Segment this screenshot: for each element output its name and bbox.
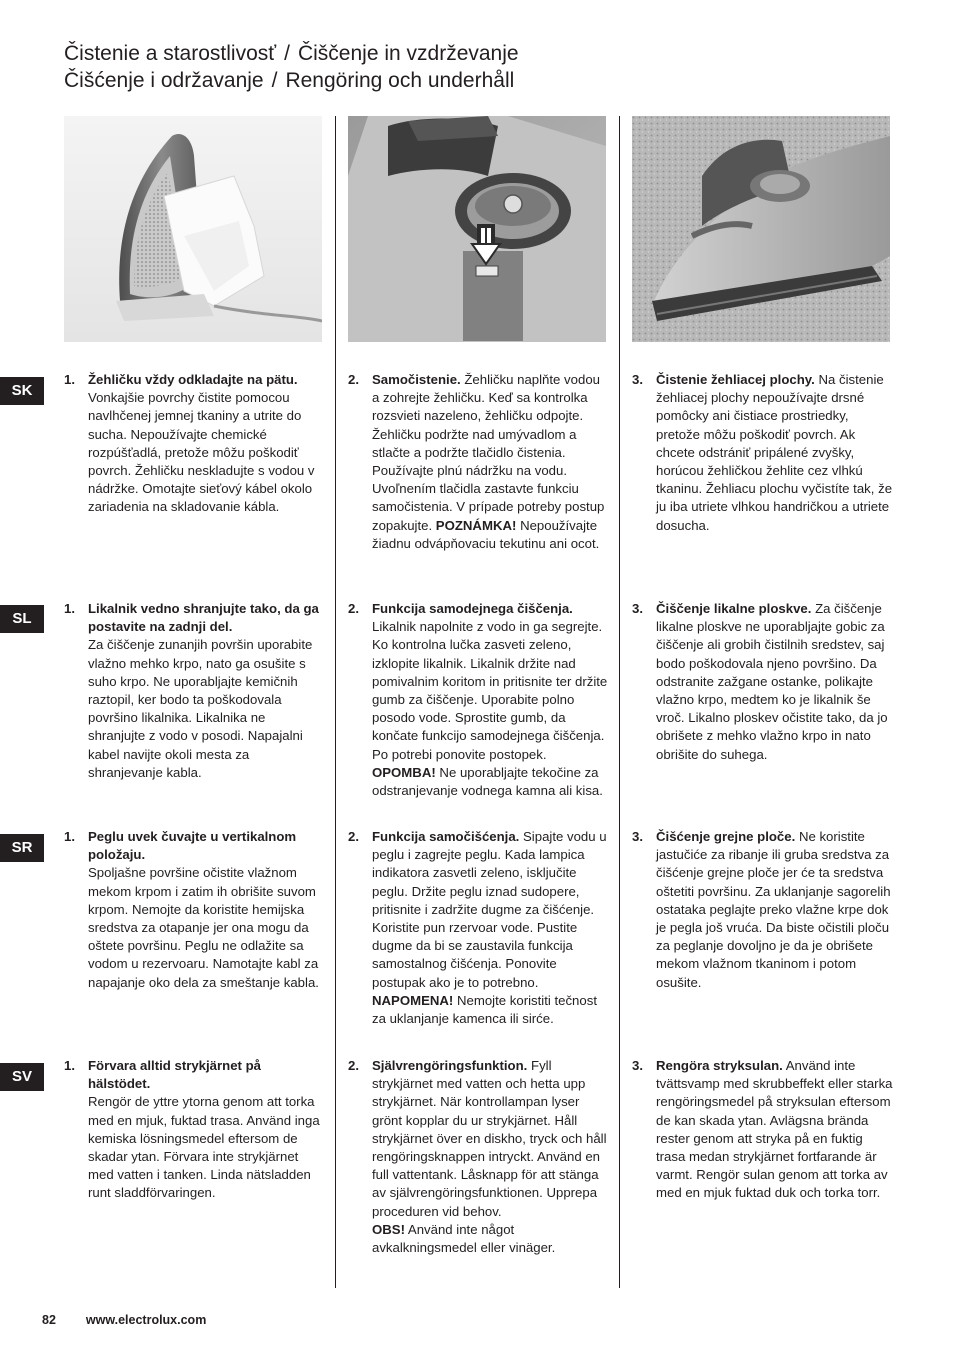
note-label: OBS! — [372, 1221, 405, 1237]
iron-self-clean-button-image — [348, 116, 606, 342]
step-body: Sipajte vodu u peglu i zagrejte peglu. Kada lampica indikatora zasvetli zeleno, isključite peglu. Držite peglu iznad sudopere, pritisnite i zadržite dugme za čišćenje. Koristite pun rzervoar vode. Pustite dugme da bi se zaustavila funkcija samostalnog čišćenja. Ponovite postupak ako je to potrebno. — [372, 829, 607, 990]
step-sv-1 — [64, 1057, 326, 1203]
step-body: Za čiščenje zunanjih površin uporabite vlažno mehko krpo, nato ga osušite s suho krpo. Ne uporabljajte kemičnih raztopil, ker bodo ta poškodovala površino likalnika. Likalnika ne shranjujte z vodo v posodi. Napajalni kabel navijte okoli mesta za shranjevanje kabla. — [88, 637, 313, 780]
step-number: 3. — [632, 372, 643, 387]
step-number: 3. — [632, 601, 643, 616]
page-number: 82 — [42, 1313, 56, 1327]
step-number: 1. — [64, 372, 75, 387]
title-line-2 — [64, 67, 519, 94]
page-title — [64, 40, 519, 94]
step-sl-2 — [348, 600, 610, 800]
step-sr-3 — [632, 828, 894, 992]
step-body: Likalnik napolnite z vodo in ga segrejte. Ko kontrolna lučka zasveti zeleno, izklopite likalnik. Likalnik držite nad pomivalnim koritom in pritisnite ter držite gumb za čiščenje. Uporabite polno posodo vode. Sprostite gumb, da končate funkcijo samodejnega čiščenja. Po potrebi ponovite postopek. — [372, 619, 608, 762]
step-heading: Samočistenie. — [372, 372, 461, 387]
step-heading: Čišćenje grejne ploče. — [656, 829, 796, 844]
step-heading: Förvara alltid strykjärnet på hälstödet. — [88, 1058, 261, 1092]
title-sv: Rengöring och underhåll — [285, 69, 515, 92]
step-body: Rengör de yttre ytorna genom att torka med en mjuk, fuktad trasa. Använd inga kemiska lösningsmedel eftersom de skadar ytan. Förvara inte strykjärnet med vatten i tanken. Linda nätsladden runt sladdförvaringen. — [88, 1094, 320, 1201]
lang-tab-sk: SK — [0, 377, 44, 405]
step-number: 1. — [64, 829, 75, 844]
lang-tab-sr: SR — [0, 834, 44, 862]
step-heading: Rengöra stryksulan. — [656, 1058, 783, 1073]
step-number: 3. — [632, 829, 643, 844]
step-body: Žehličku naplňte vodou a zohrejte žehličku. Keď sa kontrolka rozsvieti nazeleno, žehličku odpojte. Žehličku podržte nad umývadlom a stlačte a podržte tlačidlo čistenia. Používajte plnú nádržku na vodu. Uvoľnením tlačidla zastavte funkciu samočistenia. V prípade potreby postup zopakujte. — [372, 372, 605, 533]
step-heading: Funkcija samočišćenja. — [372, 829, 520, 844]
column-divider — [619, 116, 620, 1288]
step-body: Använd inte tvättsvamp med skrubbeffekt eller starka rengöringsmedel på stryksulan eftersom de kan skada ytan. Avlägsna brända rester genom att stryka på en fuktig trasa medan strykjärnet fortfarande är varmt. Rengör sulan genom att torka av med en mjuk fuktad duk och torka torr. — [656, 1058, 893, 1201]
note-text: Nemojte koristiti tečnost za uklanjanje kamenca ili sirće. — [372, 992, 597, 1027]
note-label: NAPOMENA! — [372, 992, 454, 1008]
step-sk-2 — [348, 371, 610, 553]
step-heading: Žehličku vždy odkladajte na pätu. — [88, 372, 298, 387]
step-number: 3. — [632, 1058, 643, 1073]
step-heading: Självrengöringsfunktion. — [372, 1058, 528, 1073]
step-body: Vonkajšie povrchy čistite pomocou navlhčenej jemnej tkaniny a utrite do sucha. Nepoužívajte chemické rozpúšťadlá, pretože môžu poškodiť povrch. Žehličku neskladujte s vodou v nádržke. Omotajte sieťový kábel okolo zariadenia na skladovanie kábla. — [88, 390, 315, 515]
step-number: 1. — [64, 601, 75, 616]
step-number: 1. — [64, 1058, 75, 1073]
iron-soleplate-cleaning-image — [632, 116, 890, 342]
step-sk-3 — [632, 371, 894, 535]
step-sr-1 — [64, 828, 326, 992]
step-number: 2. — [348, 601, 359, 616]
note-label: POZNÁMKA! — [435, 517, 517, 533]
step-sv-2 — [348, 1057, 610, 1257]
step-sk-1 — [64, 371, 326, 517]
step-body: Za čiščenje likalne ploskve ne uporabljajte gobic za čiščenje ali grobih čistilnih sredstev, saj bodo poškodovala njeno površino. Da odstranite zažgane ostanke, polikajte vlažno krpo, medtem ko je likalnik še vroč. Likalno ploskev očistite tako, da jo obrišete z mehko vlažno krpo in nato obrišite do suhega. — [656, 601, 888, 762]
title-sk: Čistenie a starostlivosť — [64, 42, 277, 65]
step-heading: Čistenie žehliacej plochy. — [656, 372, 815, 387]
note-text: Nepoužívajte žiadnu odvápňovaciu tekutinu ani ocot. — [372, 517, 600, 551]
step-sl-3 — [632, 600, 894, 764]
step-sl-1 — [64, 600, 326, 782]
step-body: Ne koristite jastučiće za ribanje ili gruba sredstva za čišćenje grejne ploče jer će ta sredstva oštetiti površinu. Za uklanjanje sagorelih ostataka peglajte preko vlažne krpe dok je pegla još vruća. Da biste očistili ploču za peglanje dovoljno je da je obrišete mekom vlažnom tkaninom i potom osušite. — [656, 829, 891, 990]
step-heading: Funkcija samodejnega čiščenja. — [372, 601, 573, 616]
title-line-1 — [64, 40, 519, 67]
title-separator: / — [284, 42, 290, 65]
title-sl: Čiščenje in vzdrževanje — [297, 42, 519, 65]
step-number: 2. — [348, 372, 359, 387]
step-heading: Čiščenje likalne ploskve. — [656, 601, 812, 616]
iron-heel-rest-cloth-image — [64, 116, 322, 342]
step-sv-3 — [632, 1057, 894, 1203]
lang-tab-sl: SL — [0, 605, 44, 633]
step-number: 2. — [348, 1058, 359, 1073]
step-heading: Peglu uvek čuvajte u vertikalnom položaju. — [88, 829, 297, 863]
step-sr-2 — [348, 828, 610, 1028]
title-sr: Čišćenje i održavanje — [64, 69, 264, 92]
title-separator: / — [271, 69, 278, 92]
step-body: Na čistenie žehliacej plochy nepoužívajte drsné pomôcky ani čistiace prostriedky, pretože môžu poškodiť povrch. Ak chcete odstrániť pripálené zvyšky, horúcou žehličkou žehlite cez vlhkú tkaninu. Žehliacu plochu vyčistíte tak, že ju iba utriete vlhkou handričkou a utriete dosucha. — [656, 372, 893, 533]
lang-tab-sv: SV — [0, 1063, 44, 1091]
footer-url[interactable]: www.electrolux.com — [85, 1313, 207, 1327]
note-text: Ne uporabljajte tekočine za odstranjevanje vodnega kamna ali kisa. — [372, 764, 603, 799]
note-text: Använd inte något avkalkningsmedel eller vinäger. — [372, 1221, 556, 1256]
note-label: OPOMBA! — [372, 764, 436, 780]
page-footer — [42, 1313, 206, 1327]
step-number: 2. — [348, 829, 359, 844]
step-body: Fyll strykjärnet med vatten och hetta upp strykjärnet. När kontrollampan lyser grönt kopplar du ur strykjärnet. Håll strykjärnet över en diskho, tryck och håll rengöringsknappen intryckt. Använd en full vattentank. Låsknapp för att stänga av självrengöringsfunktionen. Upprepa proceduren vid behov. — [372, 1058, 607, 1219]
step-body: Spoljašne površine očistite vlažnom mekom krpom i zatim ih obrišite suvom krpom. Nemojte da koristite hemijska sredstva za otapanje jer ona mogu da oštete površinu. Peglu ne odlažite sa vodom u rezervoaru. Namotajte kabl za napajanje oko dela za smeštanje kabla. — [88, 865, 319, 990]
step-heading: Likalnik vedno shranjujte tako, da ga postavite na zadnji del. — [88, 601, 319, 635]
column-divider — [335, 116, 336, 1288]
